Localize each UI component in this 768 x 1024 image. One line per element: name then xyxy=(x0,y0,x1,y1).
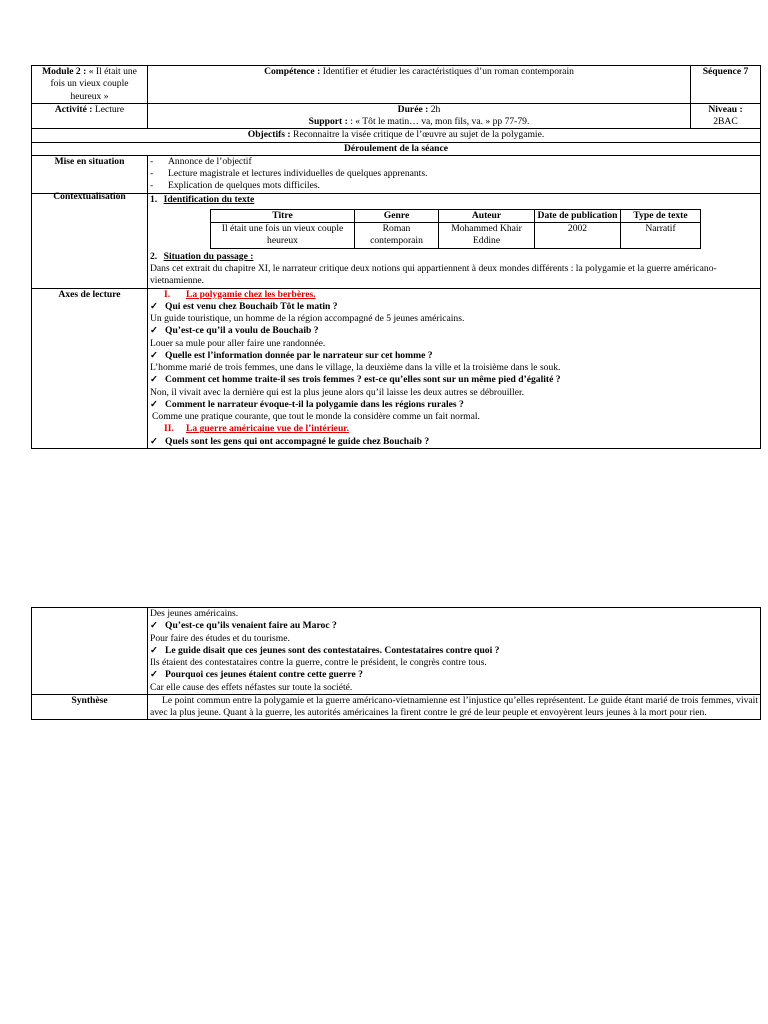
table-header-titre: Titre xyxy=(211,209,355,222)
contextualisation-row xyxy=(32,193,761,288)
table-header-genre: Genre xyxy=(355,209,439,222)
check-icon: ✓ xyxy=(150,349,159,361)
duree-label: Durée : xyxy=(397,103,429,115)
table-cell-type: Narratif xyxy=(621,223,701,249)
check-icon: ✓ xyxy=(150,669,159,681)
table-header-auteur: Auteur xyxy=(439,209,535,222)
question-4: ✓ Comment cet homme traite-il ses trois femmes ? est-ce qu’elles sont sur un même pied d’égalité ? xyxy=(150,374,561,386)
answer-8: Ils étaient des contestataires contre la guerre, contre le président, le congrès contre tous. xyxy=(150,657,487,669)
synthese-row xyxy=(32,694,761,720)
module-text: « Il était une fois un vieux couple heureux » xyxy=(50,66,137,102)
duree-support-cell xyxy=(148,103,691,129)
competence-text: Identifier et étudier les caractéristiques d’un roman contemporain xyxy=(322,66,574,77)
check-icon: ✓ xyxy=(150,300,159,312)
axes-label: Axes de lecture xyxy=(32,288,148,448)
check-icon: ✓ xyxy=(150,435,159,447)
objectifs-cell xyxy=(32,129,761,142)
sequence-cell: Séquence 7 xyxy=(691,66,761,104)
axes-continued-row xyxy=(32,608,761,695)
axes-continued-content xyxy=(148,608,761,695)
objectifs-text: Reconnaitre la visée critique de l’œuvre au sujet de la polygamie. xyxy=(293,129,545,141)
list-item: - Lecture magistrale et lectures individuelles de quelques apprenants. xyxy=(150,168,428,180)
deroulement-heading: Déroulement de la séance xyxy=(32,142,761,155)
mise-en-situation-content xyxy=(148,155,761,193)
check-icon: ✓ xyxy=(150,398,159,410)
objectifs-label: Objectifs : xyxy=(247,129,291,141)
activite-label: Activité : xyxy=(54,103,93,115)
lesson-sheet-page-1 xyxy=(31,65,761,449)
niveau-label: Niveau : xyxy=(708,103,743,115)
activite-text: Lecture xyxy=(94,103,125,115)
section-heading-situation: 2. Situation du passage : xyxy=(150,250,254,262)
check-icon: ✓ xyxy=(150,644,159,656)
question-7: ✓ Qu’est-ce qu’ils venaient faire au Maroc ? xyxy=(150,620,337,632)
competence-label: Compétence : xyxy=(264,66,321,77)
question-3: ✓ Quelle est l’information donnée par le narrateur sur cet homme ? xyxy=(150,349,433,361)
activite-cell xyxy=(32,103,148,129)
question-6: ✓ Quels sont les gens qui ont accompagné le guide chez Bouchaib ? xyxy=(150,435,430,447)
mise-en-situation-label: Mise en situation xyxy=(32,155,148,193)
header-row-2 xyxy=(32,103,761,129)
identification-header-row xyxy=(211,209,701,222)
list-item: - Explication de quelques mots difficiles. xyxy=(150,180,320,192)
duree-text: 2h xyxy=(430,103,441,115)
check-icon: ✓ xyxy=(150,325,159,337)
synthese-label: Synthèse xyxy=(32,694,148,720)
objectifs-row xyxy=(32,129,761,142)
deroulement-row xyxy=(32,142,761,155)
identification-data-row xyxy=(211,223,701,249)
table-cell-genre: Roman contemporain xyxy=(355,223,439,249)
contextualisation-content xyxy=(148,193,761,288)
check-icon: ✓ xyxy=(150,374,159,386)
table-cell-date: 2002 xyxy=(535,223,621,249)
table-header-date: Date de publication xyxy=(535,209,621,222)
identification-table xyxy=(210,209,701,249)
lesson-sheet-page-2 xyxy=(31,607,761,720)
axes-row xyxy=(32,288,761,448)
answer-1: Un guide touristique, un homme de la région accompagné de 5 jeunes américains. xyxy=(150,313,465,325)
support-label: Support : xyxy=(308,116,348,128)
answer-6: Des jeunes américains. xyxy=(150,608,239,619)
niveau-cell xyxy=(691,103,761,129)
table-cell-titre: Il était une fois un vieux couple heureux xyxy=(211,223,355,249)
synthese-text: Le point commun entre la polygamie et la guerre américano-vietnamienne est l’injustice qu’elles représentent. Le guide étant marié de trois femmes, vivait avec la plus jeune. Quant à la guerre, les autorités américaines la firent contre le gré de leur peuple et envoyèrent leurs jeunes à la mort pour rien. xyxy=(148,694,761,720)
answer-4: Non, il vivait avec la dernière qui est la plus jeune alors qu’il laisse les deux autres se débrouiller. xyxy=(150,386,525,398)
mise-en-situation-row xyxy=(32,155,761,193)
support-text: : « Tôt le matin… va, mon fils, va. » pp 77-79. xyxy=(350,116,530,128)
axes-continued-label xyxy=(32,608,148,695)
question-9: ✓ Pourquoi ces jeunes étaient contre cette guerre ? xyxy=(150,669,363,681)
question-5: ✓ Comment le narrateur évoque-t-il la polygamie dans les régions rurales ? xyxy=(150,398,464,410)
table-header-type: Type de texte xyxy=(621,209,701,222)
table-cell-auteur: Mohammed Khair Eddine xyxy=(439,223,535,249)
section-heading-identification: 1. Identification du texte xyxy=(150,193,255,205)
question-1: ✓ Qui est venu chez Bouchaib Tôt le matin ? xyxy=(150,300,338,312)
niveau-text: 2BAC xyxy=(713,116,738,128)
answer-3: L’homme marié de trois femmes, une dans le village, la deuxième dans la ville et la troisième dans le souk. xyxy=(150,362,561,374)
header-row-1 xyxy=(32,66,761,104)
competence-cell xyxy=(148,66,691,104)
list-item: - Annonce de l’objectif xyxy=(150,155,252,167)
question-2: ✓ Qu’est-ce qu’il a voulu de Bouchaib ? xyxy=(150,325,319,337)
answer-5: Comme une pratique courante, que tout le monde la considère comme un fait normal. xyxy=(152,411,480,423)
answer-2: Louer sa mule pour aller faire une randonnée. xyxy=(150,337,326,349)
axes-content xyxy=(148,288,761,448)
module-label: Module 2 : xyxy=(42,66,87,77)
question-8: ✓ Le guide disait que ces jeunes sont des contestataires. Contestataires contre quoi ? xyxy=(150,644,500,656)
contextualisation-label: Contextualisation xyxy=(32,193,148,288)
situation-text: Dans cet extrait du chapitre XI, le narrateur critique deux notions qui appartiennent à deux mondes différents : la polygamie et la guerre américano-vietnamienne. xyxy=(150,262,717,287)
part-heading-2: II. La guerre américaine vue de l’intérieur. xyxy=(164,423,350,435)
check-icon: ✓ xyxy=(150,620,159,632)
answer-9: Car elle cause des effets néfastes sur toute la société. xyxy=(150,681,353,693)
part-heading-1: I. La polygamie chez les berbères. xyxy=(164,288,316,300)
module-cell xyxy=(32,66,148,104)
answer-7: Pour faire des études et du tourisme. xyxy=(150,632,290,644)
